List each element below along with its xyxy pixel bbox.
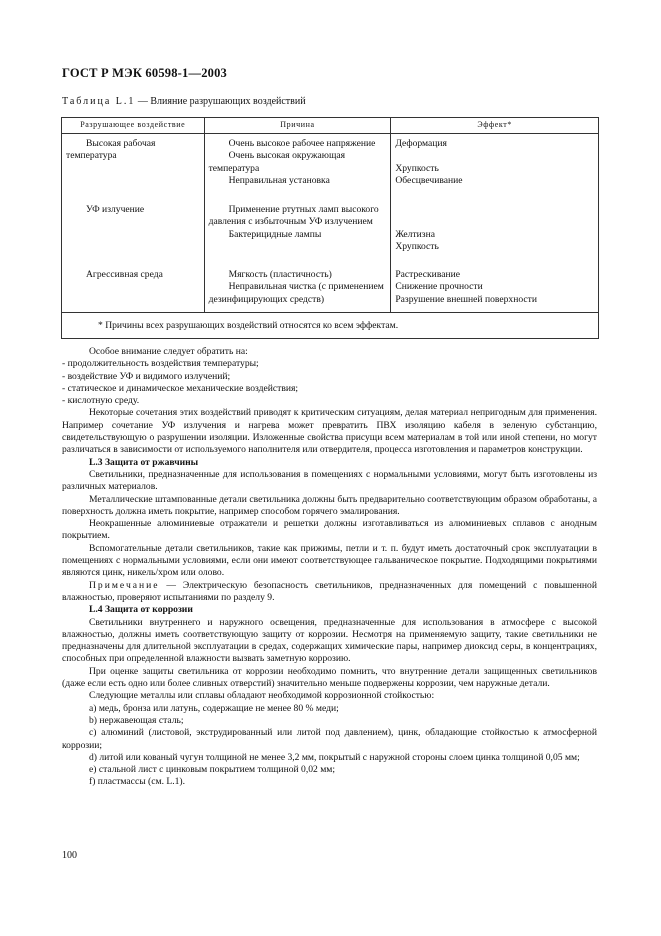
paragraph: Особое внимание следует обратить на:	[89, 346, 248, 357]
effect-item: Разрушение внешней поверхности	[395, 293, 537, 305]
cause-item: Очень высокая окружающая температура	[208, 150, 346, 174]
cause-item: Мягкость (пластичность)	[228, 269, 332, 280]
paragraph: При оценке защиты светильника от коррозии необходимо помнить, что внутренние детали защищенных светильников (даже если есть одно или более сливных отверстий) значительно меньше подвержены коррозии, чем наружные детали.	[62, 665, 597, 690]
table-row	[205, 265, 391, 312]
factor-cell: УФ излучение	[86, 204, 145, 215]
effect-column	[391, 134, 599, 313]
table-row	[62, 134, 204, 200]
effect-item: Хрупкость	[395, 162, 439, 174]
table-footnote: * Причины всех разрушающих воздействий относятся ко всем эффектам.	[62, 312, 599, 338]
list-item: c) алюминий (листовой, экструдированный или литой под давлением), цинк, обладающие стойкостью к атмосферной коррозии;	[62, 727, 597, 751]
factor-cell: Высокая рабочая температура	[66, 138, 156, 162]
paragraph: Светильники, предназначенные для использования в помещениях с нормальными условиями, могут быть изготовлены из различных материалов.	[62, 468, 597, 493]
paragraph: Некоторые сочетания этих воздействий приводят к критическим ситуациям, делая материал непригодным для применения. Например сочетание УФ излучения и нагрева может превратить ПВХ изоляцию кабеля в зеленую субстанцию, свидетельствующую о разрушении изоляции. Изложенные свойства присущи всем материалам в той или иной степени, но могут различаться в зависимости от используемого наполнителя или отвердителя, процесса изготовления и параметров конструкции.	[62, 407, 597, 456]
table-row	[391, 200, 598, 265]
paragraph: Следующие металлы или сплавы обладают необходимой коррозионной стойкостью:	[89, 690, 435, 702]
note	[62, 580, 597, 605]
table-footnote-row	[62, 312, 599, 338]
table-row	[62, 265, 204, 287]
factor-column	[62, 134, 205, 313]
factor-cell: Агрессивная среда	[86, 269, 163, 280]
cause-item: Неправильная установка	[228, 174, 330, 186]
paragraph: Неокрашенные алюминиевые отражатели и решетки должны изготавливаться из алюминиевых сплавов с анодным покрытием.	[62, 518, 597, 542]
list-item: b) нержавеющая сталь;	[89, 714, 184, 726]
table-row	[391, 134, 598, 200]
page-number: 100	[62, 850, 77, 861]
bullet-item: - статическое и динамическое механические воздействия;	[62, 382, 299, 394]
table-row	[205, 200, 391, 265]
column-header-cause: Причина	[204, 118, 391, 134]
table-row	[205, 134, 391, 200]
effect-item: Растрескивание	[395, 269, 461, 280]
effect-item: Хрупкость	[395, 240, 439, 252]
list-item: a) медь, бронза или латунь, содержащие не менее 80 % меди;	[89, 702, 339, 714]
bullet-item: - продолжительность воздействия температуры;	[62, 358, 259, 370]
effect-item: Желтизна	[395, 228, 435, 240]
table-row	[62, 200, 204, 265]
table-caption	[62, 96, 306, 107]
column-header-factor: Разрушающее воздействие	[62, 118, 205, 134]
cause-item: Применение ртутных ламп высокого давления с избыточным УФ излучением	[208, 204, 379, 228]
paragraph: Металлические штампованные детали светильника должны быть предварительно соответствующим образом обработаны, а поверхность должна иметь покрытие, например способом горячего эмалирования.	[62, 493, 597, 517]
table-caption-text: — Влияние разрушающих воздействий	[137, 96, 306, 107]
effects-table	[61, 117, 599, 339]
paragraph: Светильники внутреннего и наружного освещения, предназначенные для использования в атмосфере с высокой влажностью, должны иметь соответствующую защиту от коррозии. Несмотря на применяемую защиту, такие светильники не предназначены для длительной эксплуатации в средах, содержащих химические пары, например диоксид серы, в концентрациях, способных при определенной влажности вызвать заметную коррозию.	[62, 616, 597, 665]
note-text: — Электрическую безопасность светильников, предназначенных для помещений с повышенной влажностью, проверяют испытаниями по разделу 9.	[62, 579, 597, 603]
section-heading-l3: L.3 Защита от ржавчины	[89, 456, 199, 468]
page-header: ГОСТ Р МЭК 60598-1—2003	[62, 66, 227, 80]
table-header-row	[62, 118, 599, 134]
list-item: e) стальной лист с цинковым покрытием толщиной 0,02 мм;	[89, 764, 336, 776]
list-item: d) литой или кованый чугун толщиной не менее 3,2 мм, покрытый с наружной стороны слоем цинка толщиной 0,05 мм;	[89, 751, 580, 763]
effect-item: Обесцвечивание	[395, 174, 463, 186]
bullet-item: - воздействие УФ и видимого излучений;	[62, 370, 231, 382]
cause-item: Очень высокое рабочее напряжение	[228, 138, 376, 149]
note-label: Примечание	[89, 579, 160, 591]
paragraph: Вспомогательные детали светильников, такие как прижимы, петли и т. п. будут иметь достаточный срок эксплуатации в помещениях с нормальными условиями, если они имеют соответствующее гальваническое покрытие. Подходящими покрытиями являются цинк, никель/хром или олово.	[62, 542, 597, 579]
body-text	[62, 346, 597, 789]
effect-item: Деформация	[395, 138, 447, 149]
list-item: f) пластмассы (см. L.1).	[89, 776, 186, 788]
table-caption-label: Таблица L.1	[62, 96, 136, 107]
section-heading-l4: L.4 Защита от коррозии	[89, 604, 193, 616]
bullet-item: - кислотную среду.	[62, 395, 140, 407]
effect-item: Снижение прочности	[395, 281, 483, 293]
cause-item: Бактерицидные лампы	[228, 228, 322, 240]
table-body-row	[62, 134, 599, 313]
table-row	[391, 265, 598, 312]
column-header-effect: Эффект*	[391, 118, 599, 134]
cause-item: Неправильная чистка (с применением дезинфицирующих средств)	[208, 281, 384, 305]
cause-column	[204, 134, 391, 313]
